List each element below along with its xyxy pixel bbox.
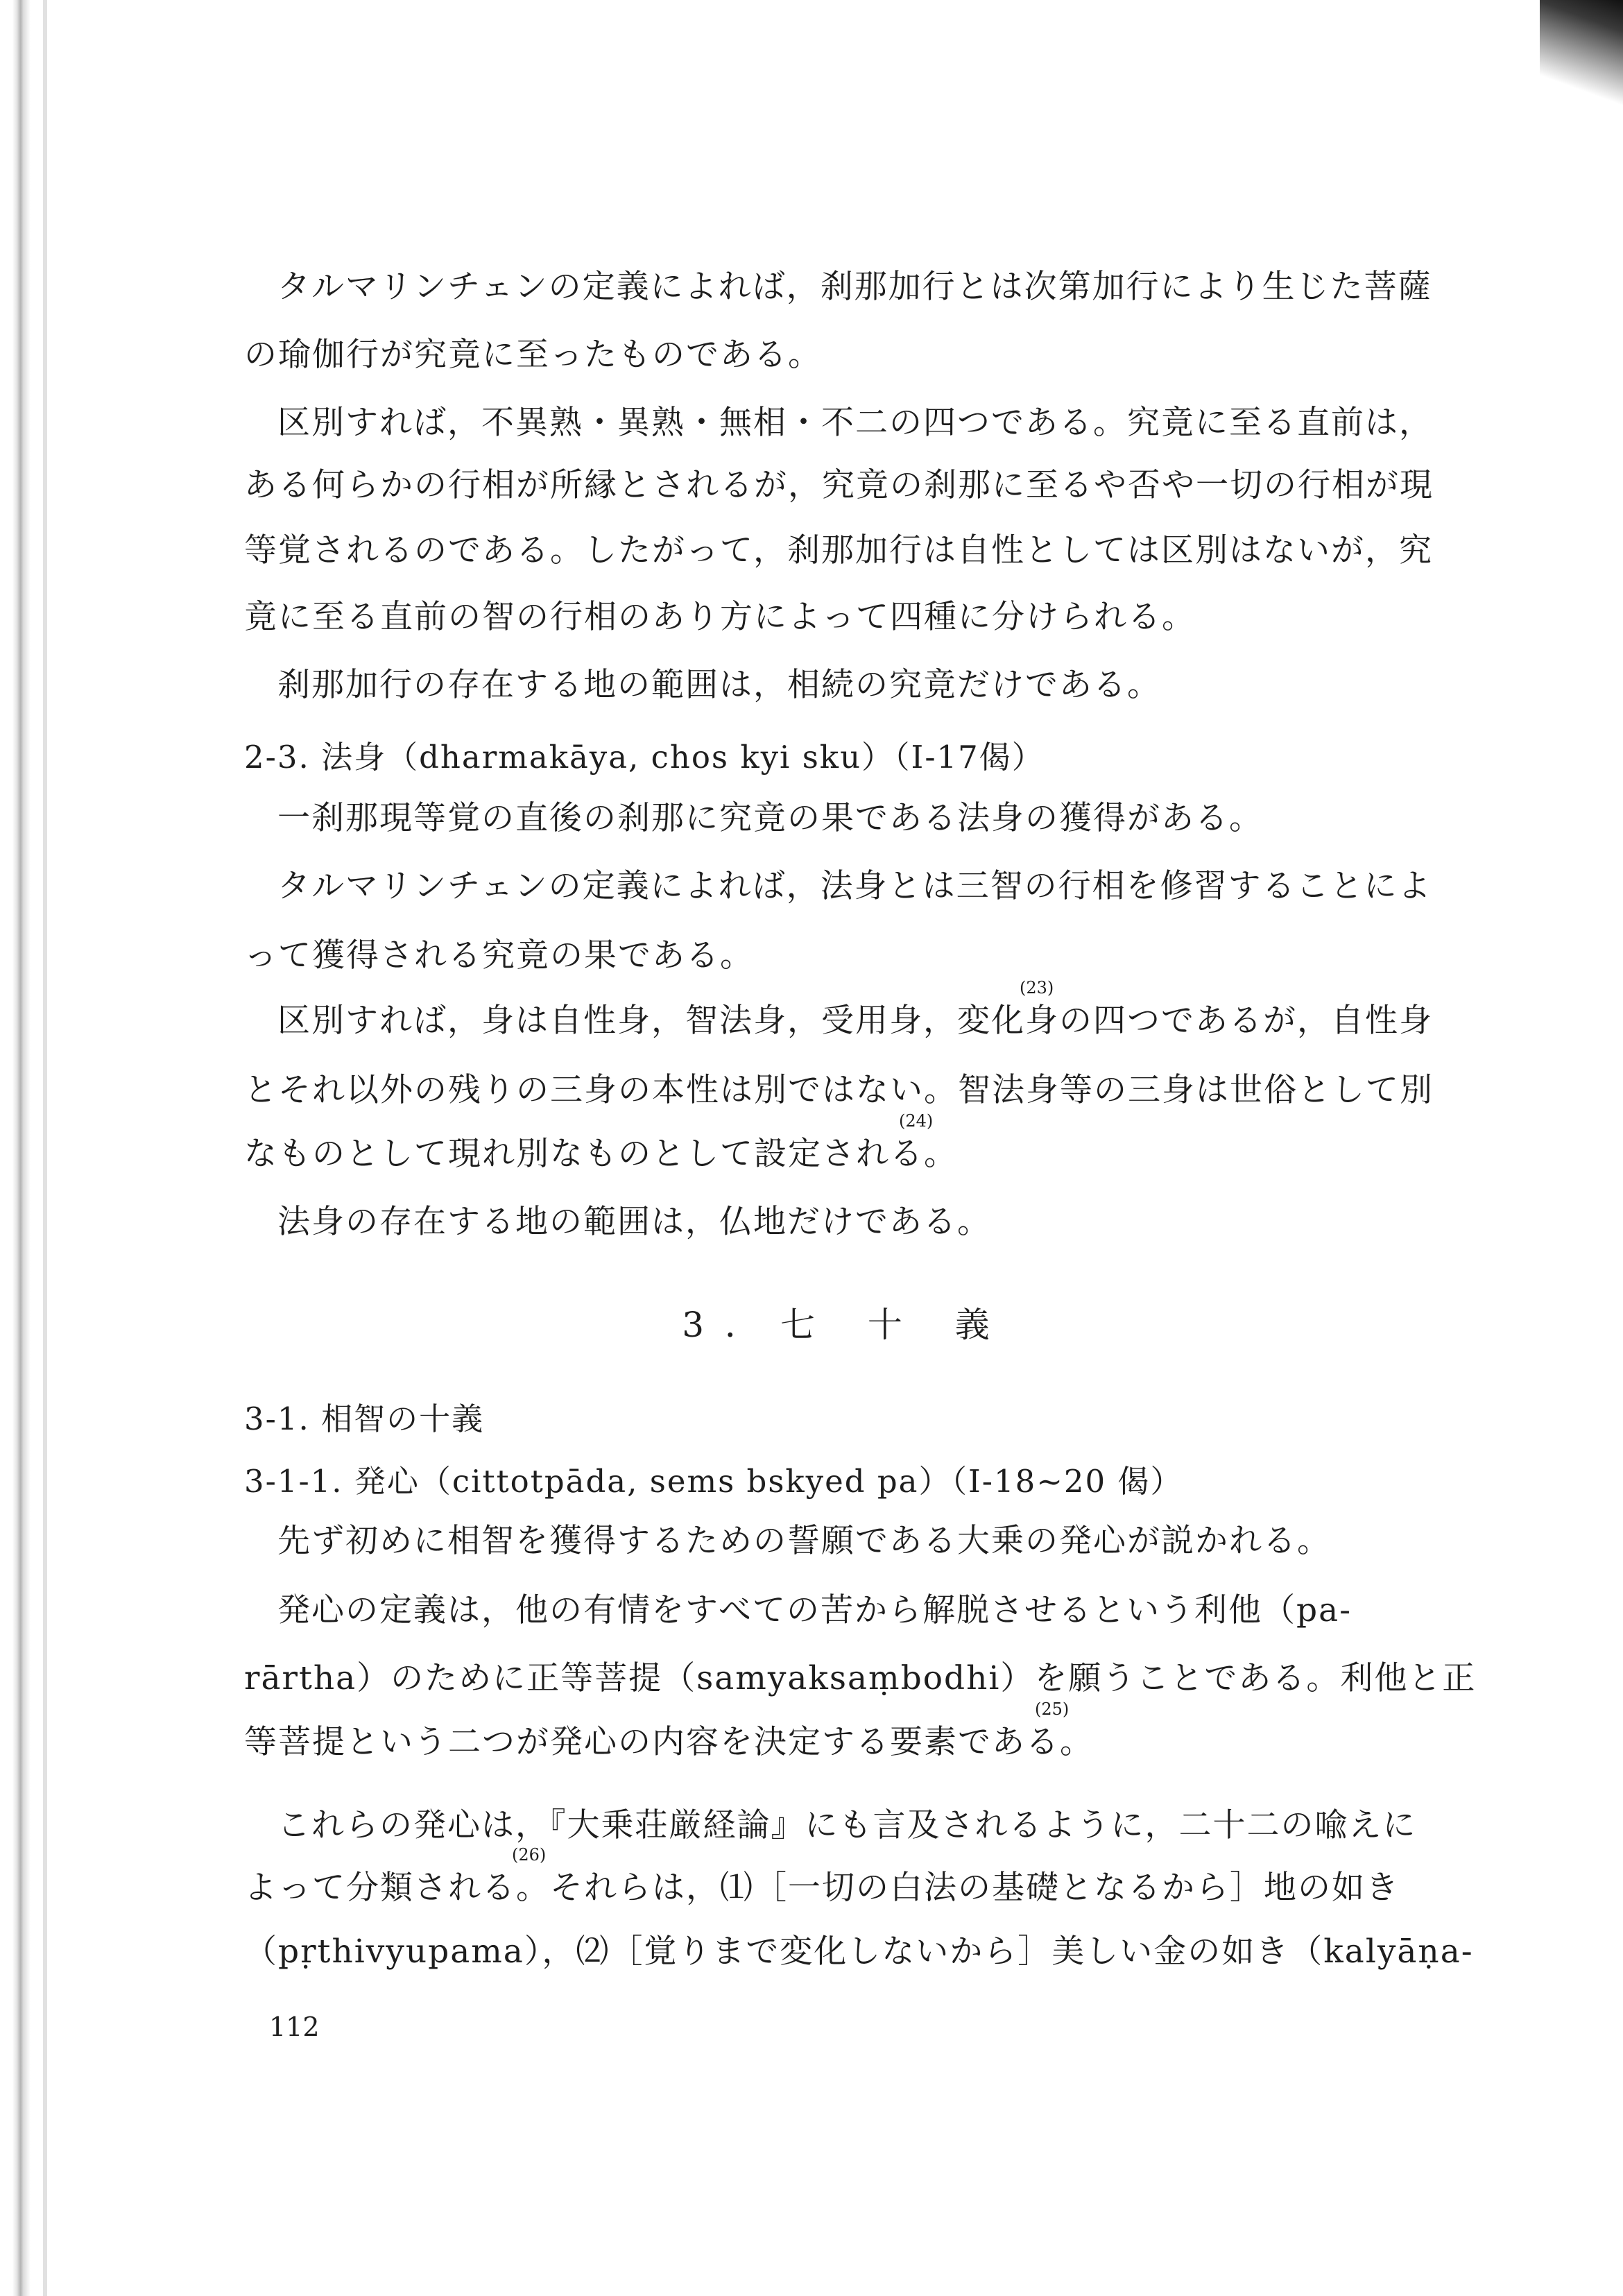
text-line: 刹那加行の存在する地の範囲は，相続の究竟だけである。 xyxy=(277,666,1161,704)
footnote-marker: (25) xyxy=(1035,1699,1070,1719)
text-line: （pṛthivyupama），⑵［覚りまで変化しないから］美しい金の如き（kalyāṇa- xyxy=(244,1933,1474,1971)
text-line: 竟に至る直前の智の行相のあり方によって四種に分けられる。 xyxy=(244,598,1196,636)
section-heading-2-3: 2-3. 法身（dharmakāya, chos kyi sku）（I-17偈） xyxy=(244,739,1045,776)
text-line: タルマリンチェンの定義によれば，法身とは三智の行相を修習することによ xyxy=(277,867,1432,905)
text-line: タルマリンチェンの定義によれば，刹那加行とは次第加行により生じた菩薩 xyxy=(277,268,1432,306)
text-line: これらの発心は，『大乗荘厳経論』にも言及されるように，二十二の喩えに xyxy=(277,1806,1417,1844)
footnote-marker: (24) xyxy=(899,1111,934,1131)
text-line: rārtha）のために正等菩提（samyaksaṃbodhi）を願うことである。利他と正 xyxy=(244,1659,1477,1697)
section-heading-3-1: 3-1. 相智の十義 xyxy=(244,1400,485,1437)
section-heading-3-1-1: 3-1-1. 発心（cittotpāda, sems bskyed pa）（I-18~20 偈） xyxy=(244,1463,1183,1500)
text-line: って獲得される究竟の果である。 xyxy=(244,936,754,975)
footnote-marker: (23) xyxy=(1020,978,1054,997)
scan-binding-line xyxy=(43,0,47,2296)
scan-binding-edge xyxy=(12,0,31,2296)
text-line: 一刹那現等覚の直後の刹那に究竟の果である法身の獲得がある。 xyxy=(277,799,1263,837)
text-line: 発心の定義は，他の有情をすべての苦から解脱させるという利他（pa- xyxy=(277,1591,1352,1629)
text-line: 等覚されるのである。したがって，刹那加行は自性としては区別はないが，究 xyxy=(244,531,1434,569)
scan-corner-shadow xyxy=(1540,0,1623,146)
text-line: 等菩提という二つが発心の内容を決定する要素である。 xyxy=(244,1723,1094,1761)
text-line: ある何らかの行相が所縁とされるが，究竟の刹那に至るや否や一切の行相が現 xyxy=(244,466,1434,504)
text-line: 法身の存在する地の範囲は，仏地だけである。 xyxy=(277,1203,991,1241)
chapter-heading: 3．七 十 義 xyxy=(682,1305,1011,1345)
footnote-marker: (26) xyxy=(512,1845,547,1865)
text-line: なものとして現れ別なものとして設定される。 xyxy=(244,1135,958,1173)
text-line: とそれ以外の残りの三身の本性は別ではない。智法身等の三身は世俗として別 xyxy=(244,1071,1434,1109)
text-line: の瑜伽行が究竟に至ったものである。 xyxy=(244,336,822,374)
text-line: 区別すれば，不異熟・異熟・無相・不二の四つである。究竟に至る直前は， xyxy=(277,404,1433,442)
text-line: 区別すれば，身は自性身，智法身，受用身，変化身の四つであるが，自性身 xyxy=(277,1002,1433,1040)
text-line: よって分類される。それらは，⑴［一切の白法の基礎となるから］地の如き xyxy=(244,1869,1400,1907)
page-number: 112 xyxy=(269,2012,320,2042)
text-line: 先ず初めに相智を獲得するための誓願である大乗の発心が説かれる。 xyxy=(277,1522,1331,1560)
